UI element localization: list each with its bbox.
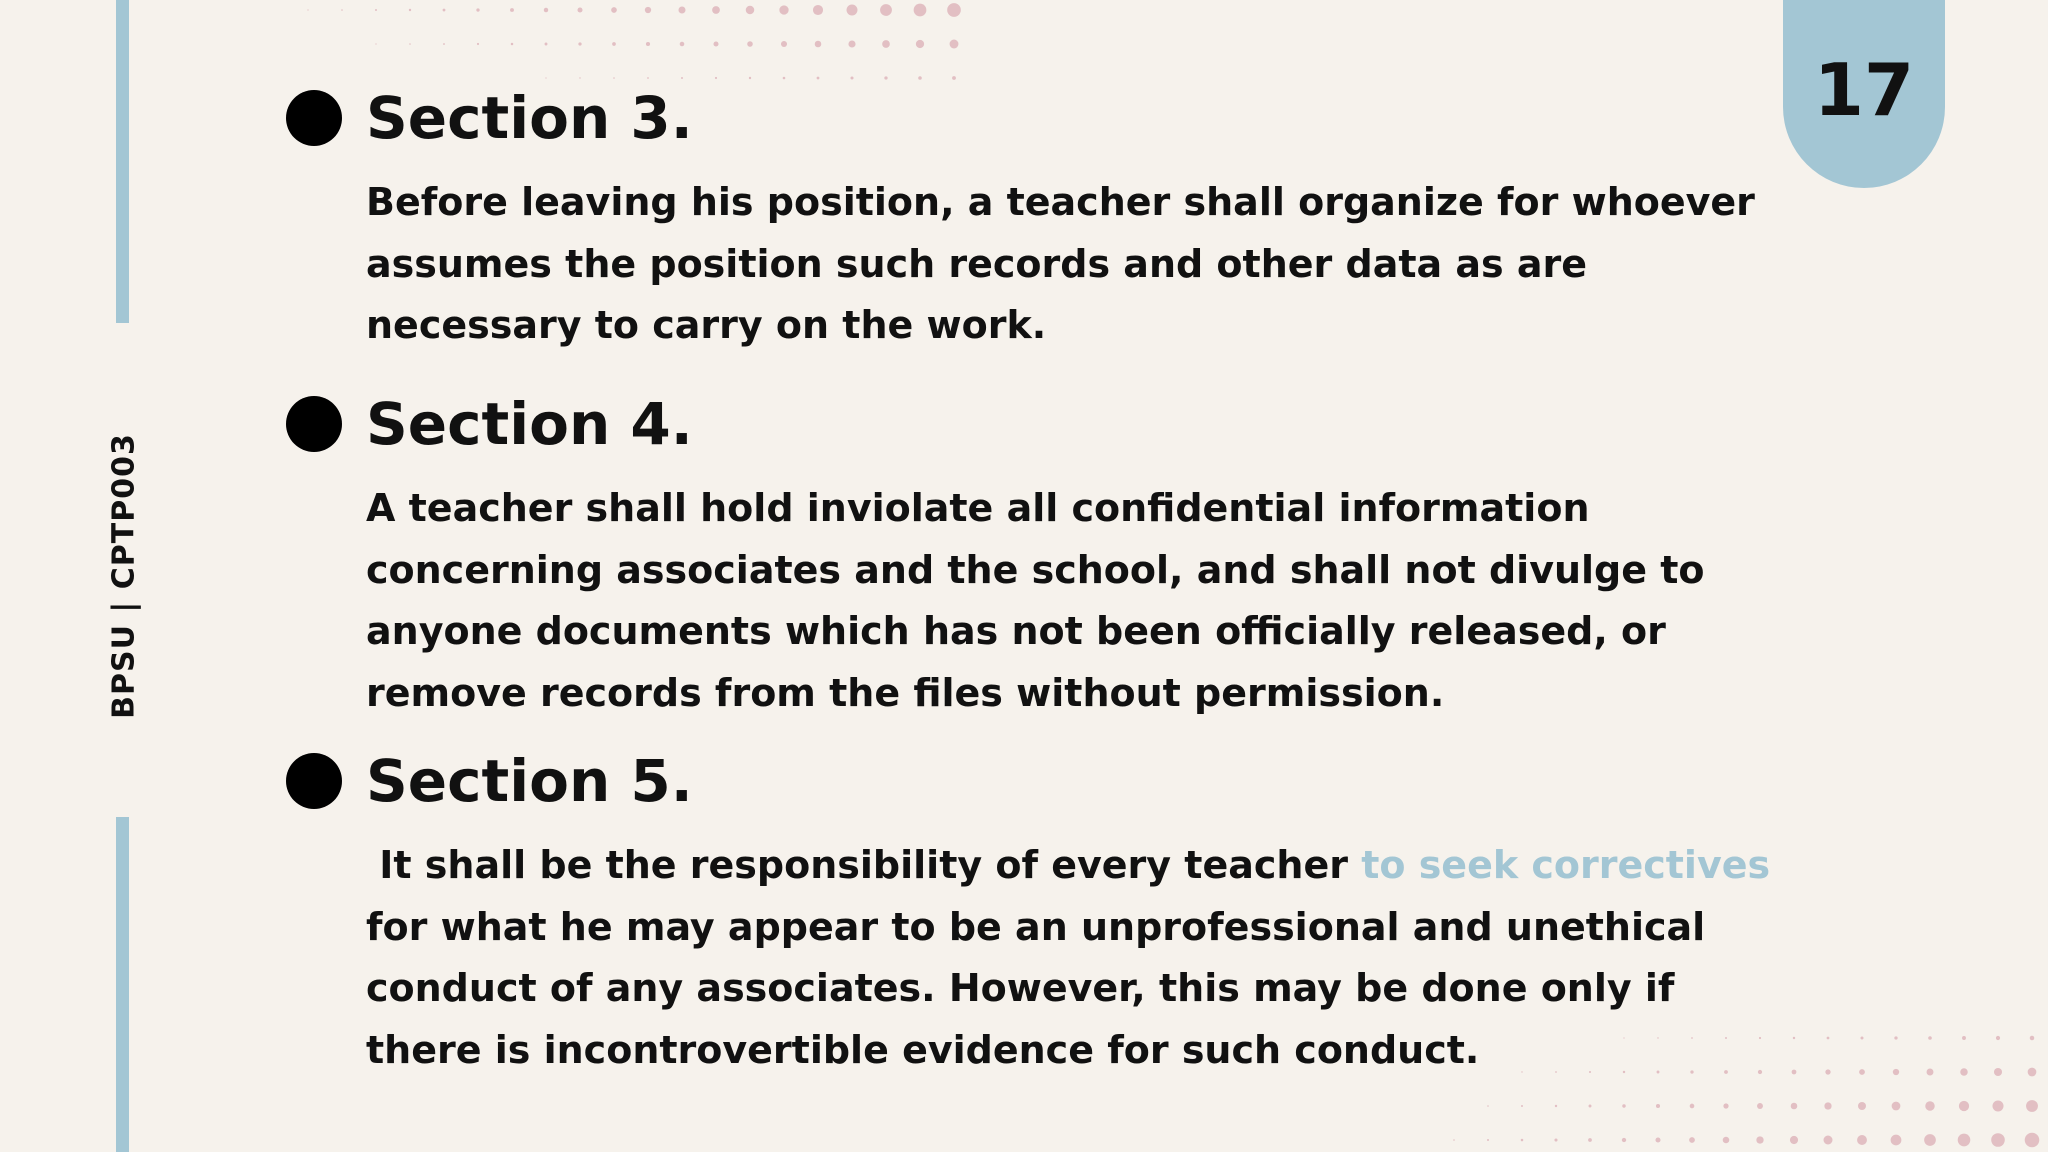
decorative-dot xyxy=(1928,1036,1932,1040)
decorative-dot xyxy=(779,5,788,14)
decorative-dot xyxy=(815,41,822,48)
decorative-dot xyxy=(1860,1036,1863,1039)
decorative-dot xyxy=(1857,1135,1867,1145)
course-code-label: BPSU | CPTP003 xyxy=(106,433,142,719)
decorative-dot xyxy=(680,42,685,47)
decorative-dot xyxy=(850,76,853,79)
decorative-dot xyxy=(1588,1138,1592,1142)
section-title: Section 3. xyxy=(366,84,693,152)
decorative-dot xyxy=(409,43,411,45)
decorative-dot xyxy=(578,42,581,45)
decorative-dot xyxy=(952,76,956,80)
decorative-dot xyxy=(882,40,890,48)
section-4 xyxy=(286,384,1705,715)
decorative-dot xyxy=(1793,1037,1795,1039)
decorative-dot xyxy=(545,43,548,46)
decorative-dot xyxy=(1924,1134,1936,1146)
decorative-dot xyxy=(443,9,446,12)
decorative-dot xyxy=(1894,1036,1897,1039)
decorative-dot xyxy=(1622,1104,1625,1107)
decorative-dot xyxy=(1792,1070,1797,1075)
decorative-dot xyxy=(1723,1137,1730,1144)
accent-bar-top xyxy=(116,0,129,323)
bullet-icon xyxy=(286,753,342,809)
decorative-dot xyxy=(781,41,787,47)
decorative-dot xyxy=(914,4,927,17)
decorative-dot xyxy=(715,77,717,79)
decorative-dot xyxy=(1790,1136,1798,1144)
decorative-dot xyxy=(1824,1102,1831,1109)
decorative-dot xyxy=(712,6,720,14)
decorative-dot xyxy=(1892,1102,1901,1111)
decorative-dot xyxy=(1927,1069,1934,1076)
decorative-dot xyxy=(612,42,616,46)
decorative-dot xyxy=(813,5,823,15)
decorative-dot xyxy=(1487,1105,1489,1107)
section-text-part: It shall be the responsibility of every teacher xyxy=(366,843,1362,887)
decorative-dot xyxy=(1690,1104,1695,1109)
bullet-icon xyxy=(286,396,342,452)
decorative-dot xyxy=(2028,1068,2037,1077)
decorative-dot xyxy=(884,76,887,79)
decorative-dot xyxy=(1521,1105,1523,1107)
page-number: 17 xyxy=(1813,48,1915,132)
decorative-dot xyxy=(1825,1069,1830,1074)
decorative-dot xyxy=(510,8,514,12)
decorative-dot xyxy=(1925,1101,1934,1110)
decorative-dot xyxy=(713,41,718,46)
decorative-dot xyxy=(1791,1103,1798,1110)
decorative-dot xyxy=(1992,1100,2003,1111)
decorative-dot xyxy=(1991,1133,2005,1147)
decorative-dot xyxy=(409,9,411,11)
section-3 xyxy=(286,78,1755,347)
decorative-dot xyxy=(2025,1133,2040,1148)
decorative-dot xyxy=(645,7,651,13)
decorative-dot xyxy=(848,40,855,47)
section-text-part: for what he may appear to be an unprofessional and unethical conduct of any associates. However, this may be done only if there is incontrovertible evidence for such conduct. xyxy=(366,904,1706,1072)
decorative-dot xyxy=(307,9,308,10)
decorative-dot xyxy=(947,3,961,17)
section-title: Section 5. xyxy=(366,747,693,815)
decorative-dot xyxy=(1824,1136,1833,1145)
section-header xyxy=(286,384,693,464)
decorative-dot xyxy=(477,43,479,45)
decorative-dot xyxy=(1622,1138,1626,1142)
decorative-dot xyxy=(1959,1101,1969,1111)
decorative-dot xyxy=(1958,1134,1971,1147)
decorative-dot xyxy=(1453,1139,1455,1141)
section-title: Section 4. xyxy=(366,390,693,458)
decorative-dot xyxy=(1891,1135,1902,1146)
page-number-tab xyxy=(1783,0,1945,188)
decorative-dot xyxy=(476,8,479,11)
decorative-dot xyxy=(678,6,685,13)
decorative-dot xyxy=(847,5,858,16)
section-5 xyxy=(286,741,1771,1072)
decorative-dot xyxy=(375,43,376,44)
decorative-dot xyxy=(2026,1100,2038,1112)
section-text: Before leaving his position, a teacher shall organize for whoever assumes the position such records and other data as are necessary to carry on the work. xyxy=(366,180,1755,347)
decorative-dot xyxy=(1893,1069,1899,1075)
decorative-dot xyxy=(375,9,377,11)
decorative-dot xyxy=(1521,1139,1524,1142)
section-header xyxy=(286,741,693,821)
highlighted-phrase: to seek correctives xyxy=(1361,843,1771,887)
decorative-dot xyxy=(1589,1105,1592,1108)
decorative-dot xyxy=(1757,1103,1763,1109)
decorative-dot xyxy=(916,40,924,48)
decorative-dot xyxy=(1960,1068,1968,1076)
decorative-dot xyxy=(341,9,343,11)
bullet-icon xyxy=(286,90,342,146)
decorative-dot xyxy=(511,43,514,46)
decorative-dot xyxy=(1858,1102,1866,1110)
decorative-dot xyxy=(1555,1105,1557,1107)
decorative-dot xyxy=(1487,1139,1489,1141)
section-header xyxy=(286,78,693,158)
decorative-dot xyxy=(611,7,617,13)
decorative-dot xyxy=(1689,1137,1695,1143)
decorative-dot xyxy=(1554,1138,1557,1141)
decorative-dot xyxy=(1655,1137,1660,1142)
section-text: A teacher shall hold inviolate all confidential information concerning associates and the school, and shall not divulge to anyone documents which has not been officially released, or remove records from the files without permission. xyxy=(366,486,1705,715)
decorative-dot xyxy=(918,76,922,80)
section-text xyxy=(366,835,1776,1081)
decorative-dot xyxy=(817,77,820,80)
decorative-dot xyxy=(1656,1104,1660,1108)
decorative-dot xyxy=(746,6,755,15)
decorative-dot xyxy=(749,77,751,79)
decorative-dot xyxy=(1756,1136,1763,1143)
decorative-dot xyxy=(880,4,892,16)
decorative-dot xyxy=(577,7,582,12)
decorative-dot xyxy=(747,41,753,47)
decorative-dot xyxy=(2030,1036,2035,1041)
decorative-dot xyxy=(1723,1103,1728,1108)
decorative-dot xyxy=(443,43,445,45)
decorative-dot xyxy=(1859,1069,1865,1075)
decorative-dot xyxy=(1994,1068,2002,1076)
decorative-dot xyxy=(646,42,650,46)
decorative-dot xyxy=(1962,1036,1966,1040)
decorative-dot xyxy=(783,77,786,80)
decorative-dot xyxy=(1827,1037,1830,1040)
decorative-dot xyxy=(950,40,959,49)
accent-bar-bottom xyxy=(116,817,129,1152)
decorative-dot xyxy=(1996,1036,2000,1040)
decorative-dot xyxy=(544,8,548,12)
